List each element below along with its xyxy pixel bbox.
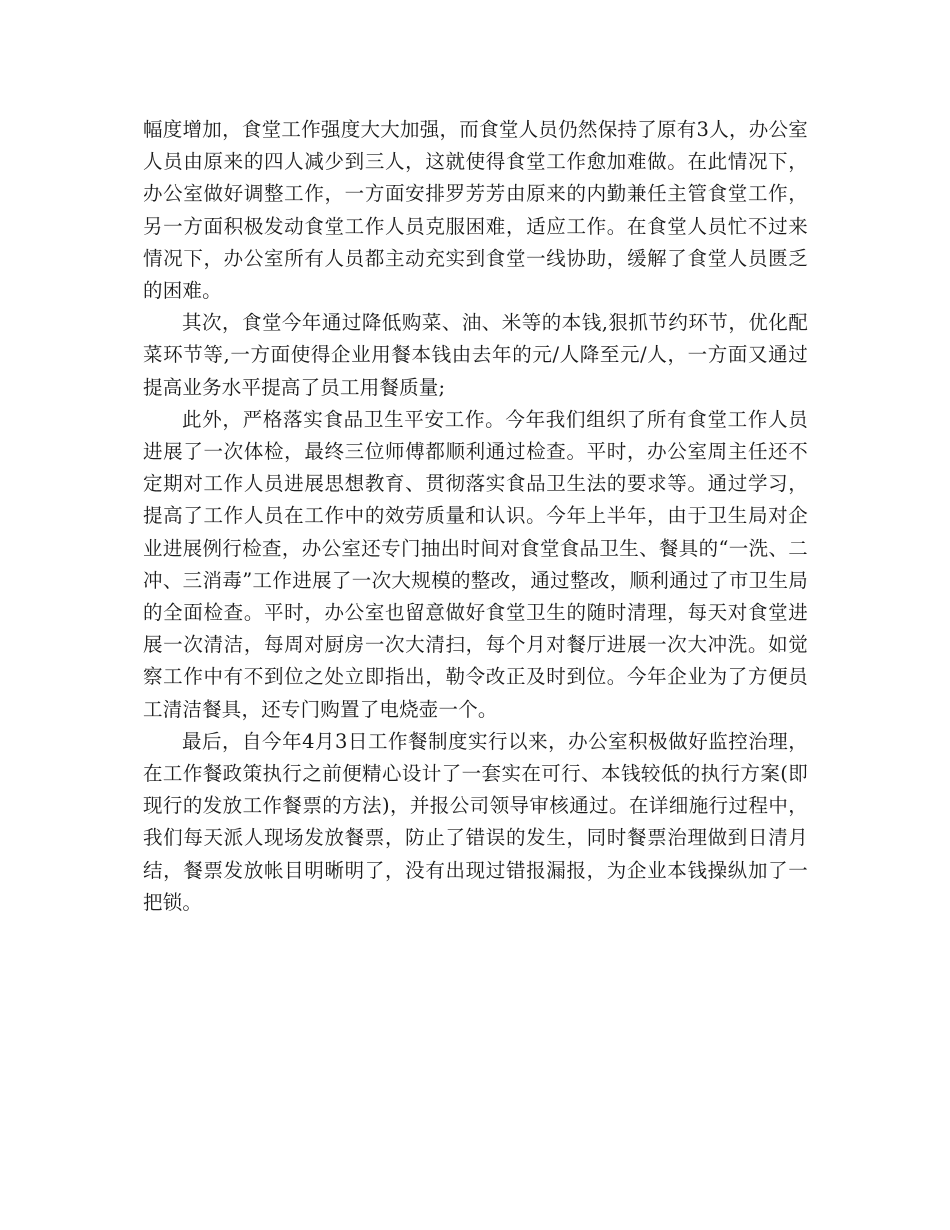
paragraph-meal-ticket-system: 最后，自今年4月3日工作餐制度实行以来，办公室积极做好监控治理，在工作餐政策执行之前便精心设计了一套实在可行、本钱较低的执行方案(即现行的发放工作餐票的方法)，并报公司领导审核通过。在详细施行过程中，我们每天派人现场发放餐票，防止了错误的发生，同时餐票治理做到日清月结，餐票发放帐目明晰明了，没有出现过错报漏报，为企业本钱操纵加了一把锁。 (143, 729, 808, 914)
document-body (143, 114, 808, 919)
paragraph-continuation: 幅度增加，食堂工作强度大大加强，而食堂人员仍然保持了原有3人，办公室人员由原来的四人减少到三人，这就使得食堂工作愈加难做。在此情况下，办公室做好调整工作，一方面安排罗芳芳由原来的内勤兼任主管食堂工作，另一方面积极发动食堂工作人员克服困难，适应工作。在食堂人员忙不过来情况下，办公室所有人员都主动充实到食堂一线协助，缓解了食堂人员匮乏的困难。 (143, 118, 808, 303)
paragraph-food-safety: 此外，严格落实食品卫生平安工作。今年我们组织了所有食堂工作人员进展了一次体检，最终三位师傅都顺利通过检查。平时，办公室周主任还不定期对工作人员进展思想教育、贯彻落实食品卫生法的要求等。通过学习，提高了工作人员在工作中的效劳质量和认识。今年上半年，由于卫生局对企业进展例行检查，办公室还专门抽出时间对食堂食品卫生、餐具的“一洗、二冲、三消毒”工作进展了一次大规模的整改，通过整改，顺利通过了市卫生局的全面检查。平时，办公室也留意做好食堂卫生的随时清理，每天对食堂进展一次清洁，每周对厨房一次大清扫，每个月对餐厅进展一次大冲洗。如觉察工作中有不到位之处立即指出，勒令改正及时到位。今年企业为了方便员工清洁餐具，还专门购置了电烧壶一个。 (143, 407, 808, 721)
paragraph-cost-reduction: 其次，食堂今年通过降低购菜、油、米等的本钱,狠抓节约环节，优化配菜环节等,一方面使得企业用餐本钱由去年的元/人降至元/人，一方面又通过提高业务水平提高了员工用餐质量; (143, 311, 808, 399)
